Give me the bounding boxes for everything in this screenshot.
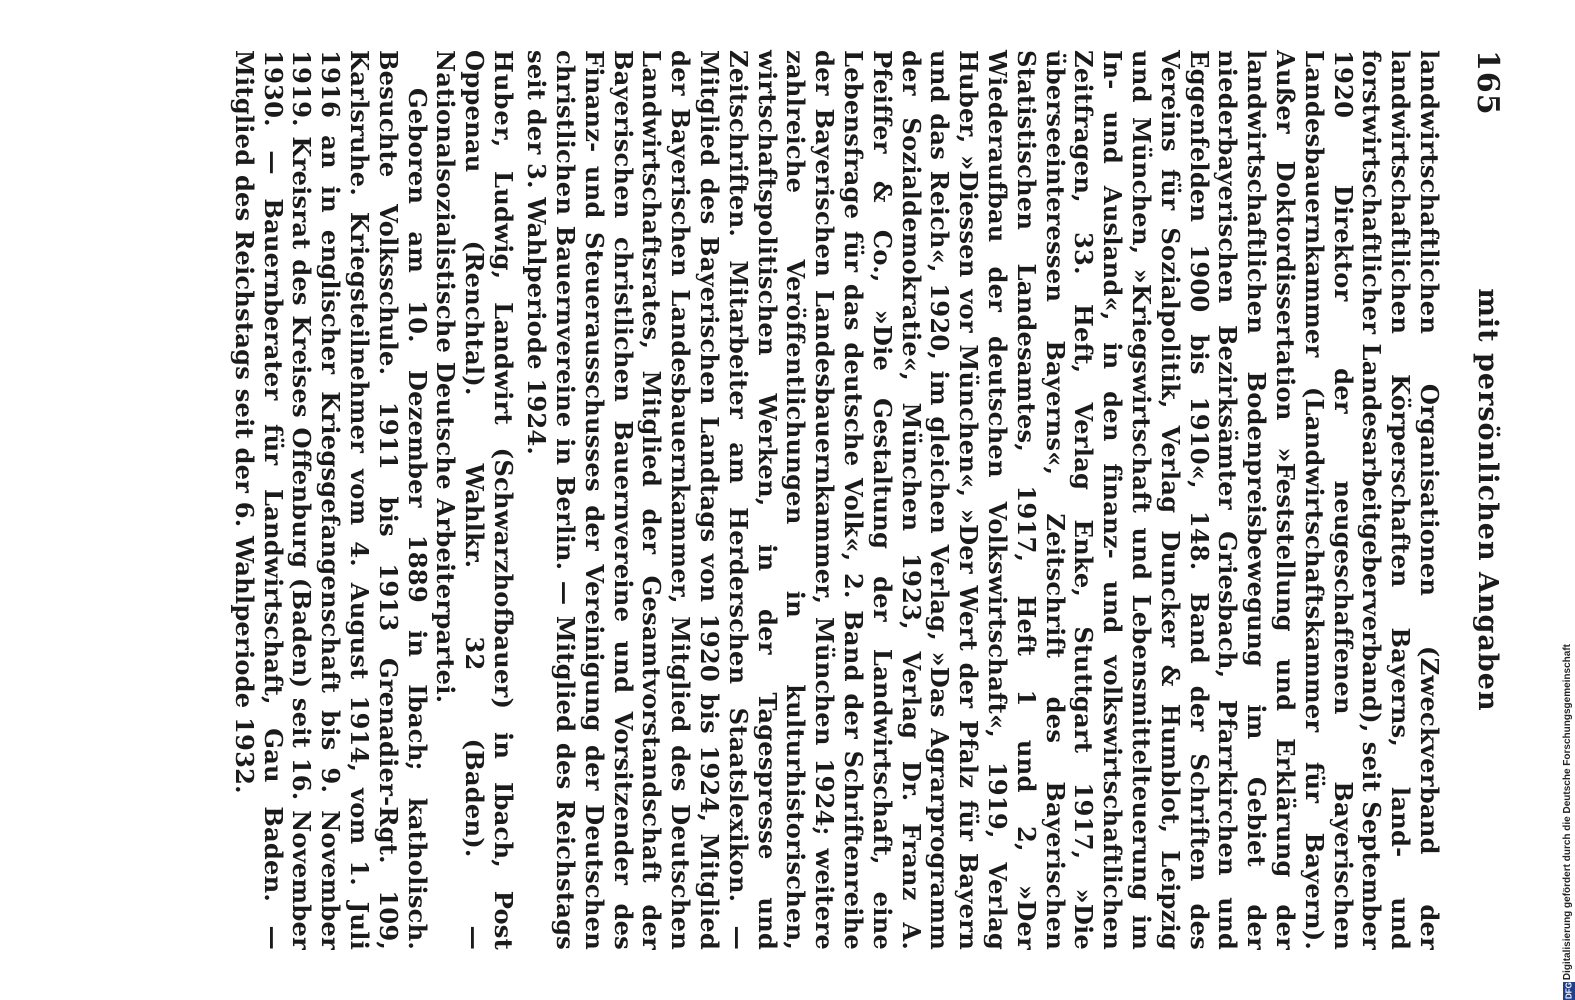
page-header <box>1465 50 1505 950</box>
entry-header <box>431 50 517 950</box>
entry-header-details: Ludwig, Landwirt (Schwarzhofbauer) in Ibach, Post Oppenau (Renchtal). Wahlkr. 32 (Baden). — Nationalsozialistische Deutsche Arbeiterpartei. <box>431 50 518 950</box>
running-head: mit persönlichen Angaben <box>1472 288 1503 712</box>
entry-body: Geboren am 10. Dezember 1889 in Ibach; katholisch. Besuchte Volksschule. 1911 bis 1913 Grenadier-Rgt. 109, Karlsruhe. Kriegsteilnehmer vom 4. August 1914, vom 1. Juli 1916 an in englischer Kriegsgefangenschaft bis 9. November 1919. Kreisrat des Kreises Offenburg (Baden) seit 16. November 1930. — Bauernberater für Landwirtschaft, Gau Baden. — Mitglied des Reichstags seit der 6. Wahlperiode 1932. <box>229 50 432 950</box>
biography-entry <box>229 50 517 950</box>
digitization-credit: Digitalisierung gefördert durch die Deutsche Forschungsgemeinschaft <box>1562 643 1573 980</box>
dfg-logo: DFG <box>1564 982 1574 1000</box>
continued-biography-text: landwirtschaftlichen Organisationen (Zweckverband der landwirtschaftlichen Körperschaften Bayerns, land- und forstwirtschaftlicher Landesarbeitgeberverband), seit September 1920 Direktor der neugeschaffenen Bayerischen Landesbauernkammer (Landwirtschaftskammer für Bayern). Außer Doktordissertation »Feststellung und Erklärung der landwirtschaftlichen Bodenpreisbewegung im Gebiet der niederbayerischen Bezirksämter Griesbach, Pfarrkirchen und Eggenfelden 1900 bis 1910«, 148. Band der Schriften des Vereins für Sozialpolitik, Verlag Duncker & Humblot, Leipzig und München, »Kriegswirtschaft und Lebensmittelteuerung im In- und Ausland«, in den finanz- und volkswirtschaftlichen Zeitfragen, 33. Heft, Verlag Enke, Stuttgart 1917, »Die überseeinteressen Bayerns«, Zeitschrift des Bayerischen Statistischen Landesamtes, 1917, Heft 1 und 2, »Der Wiederaufbau der deutschen Volkswirtschaft«, 1919, Verlag Huber, »Diessen vor München«, »Der Wert der Pfalz für Bayern und das Reich«, 1920, im gleichen Verlag, »Das Agrarprogramm der Sozialdemokratie«, München 1923, Verlag Dr. Franz A. Pfeiffer & Co., »Die Gestaltung der Landwirtschaft, eine Lebensfrage für das deutsche Volk«, 2. Band der Schriftenreihe der Bayerischen Landesbauernkammer, München 1924; weitere zahlreiche Veröffentlichungen in kulturhistorischen, wirtschaftspolitischen Werken, in der Tagespresse und Zeitschriften. Mitarbeiter am Herderschen Staatslexikon. — Mitglied des Bayerischen Landtags von 1920 bis 1924, Mitglied der Bayerischen Landesbauernkammer, Mitglied des Deutschen Landwirtschaftsrates, Mitglied der Gesamtvorstandschaft der Bayerischen christlichen Bauernvereine und Vorsitzender des Finanz- und Steuerausschusses der Vereinigung der Deutschen christlichen Bauernvereine in Berlin. — Mitglied des Reichstags seit der 3. Wahlperiode 1924. <box>522 50 1444 950</box>
entry-name: Huber, <box>489 50 518 149</box>
page-number: 165 <box>1470 50 1505 116</box>
